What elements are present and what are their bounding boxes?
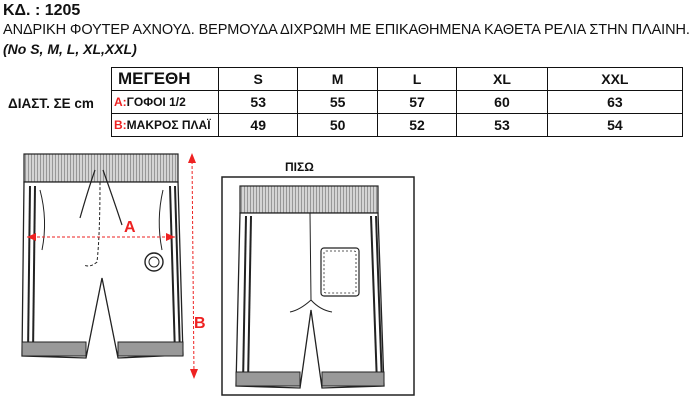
technical-drawing <box>0 150 697 400</box>
cell: 54 <box>547 114 682 137</box>
row-label-hips <box>112 91 219 114</box>
row-letter-a: A: <box>114 95 127 109</box>
back-left-hem <box>236 372 300 386</box>
table-row-side-length <box>112 114 683 137</box>
size-col-m: M <box>298 68 377 91</box>
measure-b-line <box>192 156 194 376</box>
size-col-s: S <box>219 68 298 91</box>
back-right-hem <box>322 372 384 386</box>
cell: 60 <box>457 91 547 114</box>
table-row-hips <box>112 91 683 114</box>
size-header-label: ΜΕΓΕΘΗ <box>112 68 219 91</box>
back-pocket <box>321 248 359 296</box>
cell: 53 <box>219 91 298 114</box>
measure-b-arrow-bottom <box>190 369 198 379</box>
size-col-l: L <box>377 68 456 91</box>
row-text-hips: ΓΟΦΟΙ 1/2 <box>126 95 186 109</box>
cell: 57 <box>377 91 456 114</box>
cell: 53 <box>457 114 547 137</box>
front-left-hem <box>22 342 86 356</box>
product-description: ΑΝΔΡΙΚΗ ΦΟΥΤΕΡ ΑΧΝΟΥΔ. ΒΕΡΜΟΥΔΑ ΔΙΧΡΩΜΗ ΜΕ ΕΠΙΚΑΘΗΜΕΝΑ ΚΑΘΕΤΑ ΡΕΛΙΑ ΣΤΗΝ ΠΛΑΙΝΗ. <box>3 22 690 38</box>
measure-b-label: B <box>194 315 206 332</box>
measure-b-arrow-top <box>188 153 196 163</box>
row-letter-b: B: <box>114 118 127 132</box>
cell: 49 <box>219 114 298 137</box>
cell: 52 <box>377 114 456 137</box>
size-table <box>111 67 683 137</box>
measure-b <box>188 153 206 379</box>
size-col-xl: XL <box>457 68 547 91</box>
size-header-row <box>112 68 683 91</box>
row-label-side-length <box>112 114 219 137</box>
cell: 63 <box>547 91 682 114</box>
product-code: ΚΔ. : 1205 <box>3 2 81 19</box>
size-col-xxl: XXL <box>547 68 682 91</box>
measure-a-label: A <box>124 219 136 236</box>
back-view-label: ΠΙΣΩ <box>285 160 314 174</box>
sizes-note: (No S, M, L, XL,XXL) <box>3 41 137 57</box>
cell: 50 <box>298 114 377 137</box>
front-waistband <box>24 154 178 182</box>
front-view-shorts <box>22 154 183 358</box>
back-waistband <box>240 186 378 213</box>
front-right-hem <box>118 342 183 356</box>
dimension-label: ΔΙΑΣΤ. ΣΕ cm <box>8 96 94 111</box>
row-text-side-length: ΜΑΚΡΟΣ ΠΛΑΪ <box>126 118 211 132</box>
cell: 55 <box>298 91 377 114</box>
